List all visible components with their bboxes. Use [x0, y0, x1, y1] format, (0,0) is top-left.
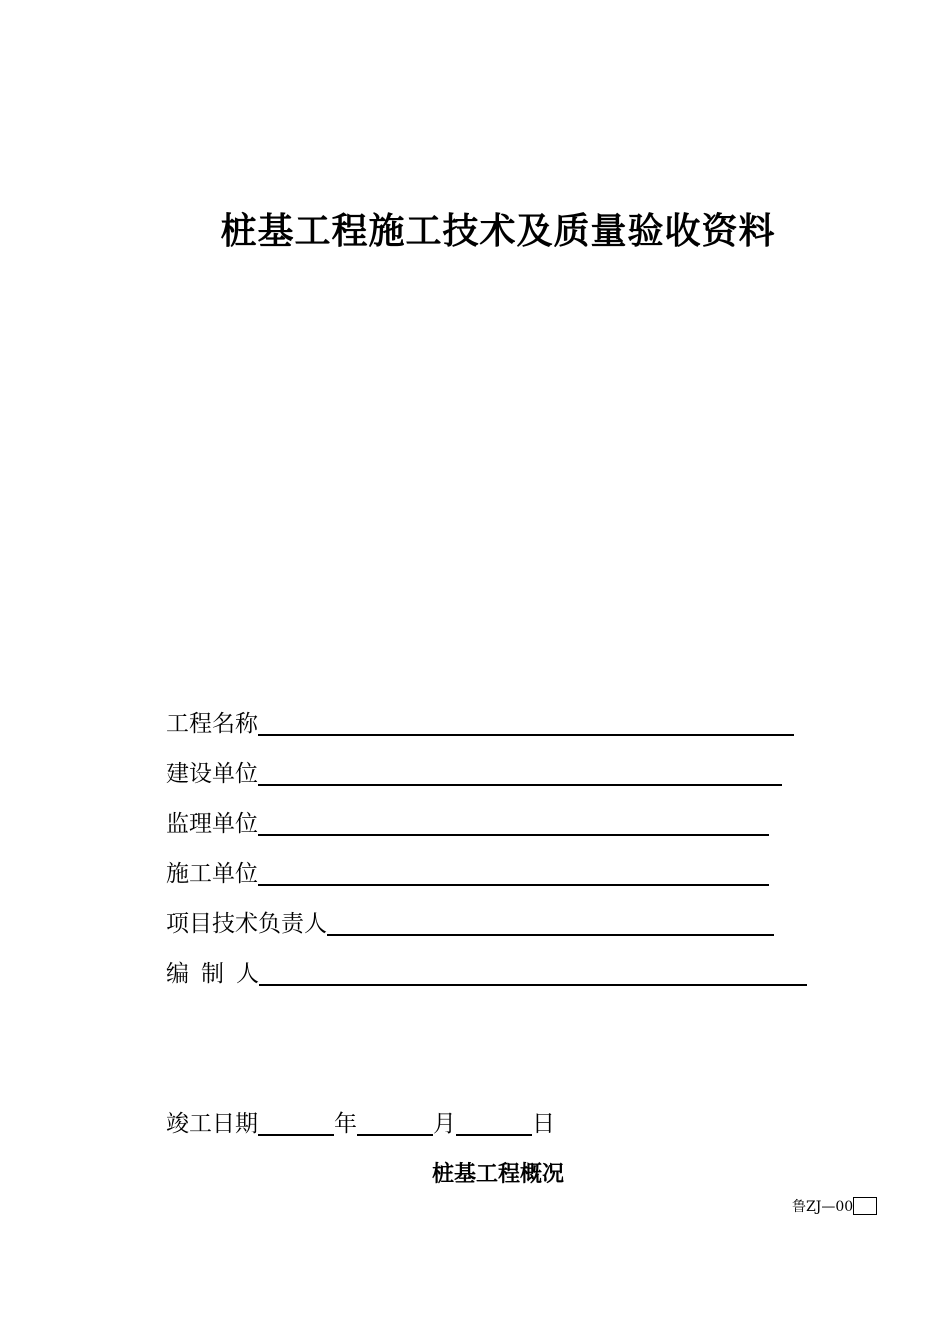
completion-date-label: 竣工日期: [166, 1111, 258, 1137]
month-blank[interactable]: [357, 1108, 433, 1136]
month-label: 月: [433, 1111, 456, 1137]
year-label: 年: [334, 1111, 357, 1137]
field-compiler: [166, 956, 807, 988]
field-label: 工程名称: [166, 711, 258, 737]
field-label: 施工单位: [166, 861, 258, 887]
form-number-box[interactable]: [853, 1197, 877, 1215]
day-blank[interactable]: [456, 1108, 532, 1136]
form-code: [792, 1196, 877, 1216]
field-label: 监理单位: [166, 811, 258, 837]
technical-lead-blank[interactable]: [327, 908, 774, 936]
field-contractor-unit: [166, 856, 769, 888]
construction-unit-blank[interactable]: [258, 758, 782, 786]
field-label: 建设单位: [166, 761, 258, 787]
contractor-unit-blank[interactable]: [258, 858, 769, 886]
compiler-blank[interactable]: [259, 958, 807, 986]
form-code-text: 鲁ZJ—00: [792, 1199, 854, 1215]
field-technical-lead: [166, 906, 774, 938]
field-project-name: [166, 706, 794, 738]
year-blank[interactable]: [258, 1108, 334, 1136]
field-construction-unit: [166, 756, 782, 788]
project-name-blank[interactable]: [258, 708, 794, 736]
field-label: 编制人: [166, 961, 271, 987]
field-label: 项目技术负责人: [166, 911, 327, 937]
section-title: 桩基工程概况: [431, 1161, 564, 1187]
supervision-unit-blank[interactable]: [258, 808, 769, 836]
document-title: 桩基工程施工技术及质量验收资料: [220, 210, 776, 252]
day-label: 日: [532, 1111, 555, 1137]
field-supervision-unit: [166, 806, 769, 838]
completion-date-row: [166, 1106, 555, 1138]
